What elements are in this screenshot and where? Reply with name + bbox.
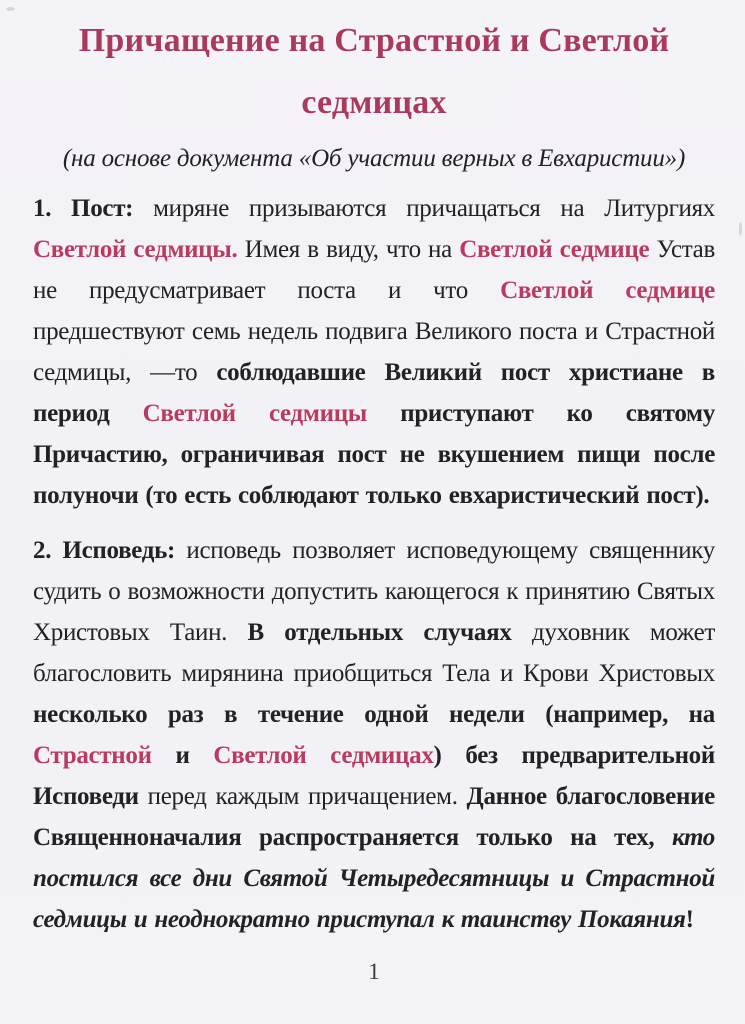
text-run-bold: соблюдавшие Великий пост христиане в период [33, 359, 715, 427]
text-run-regular: перед каждым причащением. [147, 783, 467, 810]
text-run-red-bold: Светлой седмице [500, 277, 715, 304]
scan-speck [739, 222, 742, 236]
text-run-regular: исповедь позволяет исповедующему священнику судить о возможности допустить кающегося к принятию Святых Христовых Таин. [33, 537, 715, 646]
text-run-bold: несколько раз в течение одной недели (например, на [33, 701, 715, 728]
text-run-bold: и [151, 742, 214, 769]
text-run-regular: миряне призываются причащаться на Литургиях [133, 195, 716, 222]
text-run-bold: 2. Исповедь: [33, 537, 176, 564]
paragraph [33, 530, 715, 940]
doc-title-line-1: Причащение на Страстной и Светлой [78, 22, 670, 59]
text-run-bold: В отдельных случаях [247, 619, 512, 646]
text-run-red-bold: Светлой седмицы. [33, 236, 238, 263]
text-run-red-bold: Светлой седмицы [142, 400, 368, 427]
text-run-regular: предшествуют семь недель подвига Великого поста и Страстной седмицы, —то [33, 318, 715, 386]
text-run-bold: ! [685, 906, 694, 933]
scan-speck [6, 7, 15, 11]
paragraphs [33, 188, 715, 940]
text-run-regular: Устав не предусматривает поста и что [33, 236, 715, 304]
text-run-bold: Данное благословение Священноначалия распространяется только на тех, [33, 783, 715, 851]
text-run-bold-italic: кто постился все дни Святой Четыредесятницы и Страстной седмицы и неоднократно приступал к таинству Покаяния [33, 824, 715, 933]
text-run-red-bold: Страстной [33, 742, 152, 769]
text-run-bold: приступают ко святому Причастию, ограничивая пост не вкушением пищи после полуночи (то есть соблюдают только евхаристический пост). [33, 400, 715, 509]
text-run-bold: 1. Пост: [33, 195, 134, 222]
paragraph [33, 188, 715, 516]
text-run-red-bold: Светлой седмицах [213, 742, 434, 769]
doc-title-line-2: седмицах [301, 84, 447, 121]
doc-subtitle: (на основе документа «Об участии верных в Евхаристии») [62, 145, 686, 172]
text-run-regular: Имея в виду, что на [237, 236, 460, 263]
doc-title [33, 10, 715, 134]
text-run-red-bold: Светлой седмице [459, 236, 650, 263]
text-run-bold: ) без предварительной Исповеди [33, 742, 715, 810]
text-run-regular: духовник может благословить мирянина приобщиться Тела и Крови Христовых [33, 619, 715, 687]
page-number: 1 [368, 959, 380, 984]
